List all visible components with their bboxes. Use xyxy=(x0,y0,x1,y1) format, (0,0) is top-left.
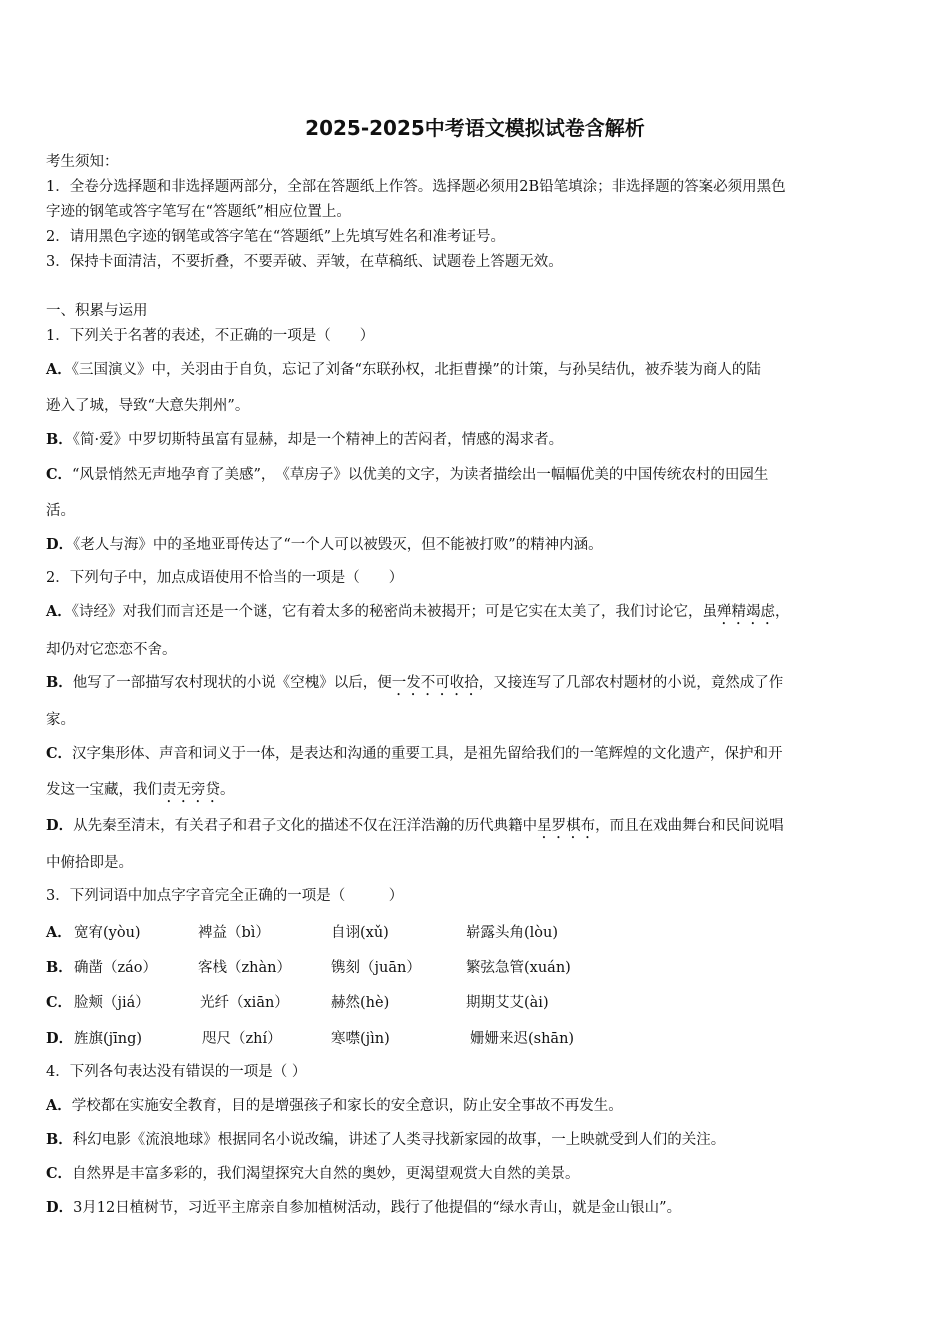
word-item: 旌旗(jīng) xyxy=(74,1031,143,1047)
option-text: 《三国演义》中，关羽由于自负，忘记了刘备“东联孙权，北拒曹操”的计策，与孙吴结仇，被乔装为商人的陆 xyxy=(71,362,761,378)
notice-heading: 考生须知： xyxy=(46,154,119,170)
notice-item: 3．保持卡面清洁，不要折叠，不要弄破、弄皱，在草稿纸、试题卷上答题无效。 xyxy=(46,254,563,270)
option-c xyxy=(46,744,783,764)
question-stem: 3．下列词语中加点字字音完全正确的一项是（ ） xyxy=(46,888,404,904)
option-label: C． xyxy=(46,994,73,1011)
option-text: 《老人与海》中的圣地亚哥传达了“一个人可以被毁灭，但不能被打败”的精神内涵。 xyxy=(73,537,603,553)
word-item: 期期艾艾(ài) xyxy=(466,995,549,1011)
option-b xyxy=(46,430,563,450)
option-label: B． xyxy=(46,431,73,448)
word-item: 镌刻（juān） xyxy=(331,960,421,976)
option-label: A． xyxy=(46,924,72,941)
option-label: B． xyxy=(46,674,73,691)
option-label: B． xyxy=(46,959,73,976)
option-label: D． xyxy=(46,1030,74,1047)
notice-item: 2．请用黑色字迹的钢笔或答字笔在“答题纸”上先填写姓名和准考证号。 xyxy=(46,229,506,245)
option-text-cont: 逊入了城，导致“大意失荆州”。 xyxy=(46,398,250,414)
notice-item: 字迹的钢笔或答字笔写在“答题纸”相应位置上。 xyxy=(46,204,351,220)
option-text: 科幻电影《流浪地球》根据同名小说改编，讲述了人类寻找新家园的故事，一上映就受到人们的关注。 xyxy=(72,1132,726,1148)
word-item: 自诩(xǔ) xyxy=(331,925,389,941)
option-d xyxy=(46,535,603,555)
option-text: 自然界是丰富多彩的，我们渴望探究大自然的奥妙，更渴望观赏大自然的美景。 xyxy=(72,1166,580,1182)
word-item: 裨益（bì） xyxy=(198,925,270,941)
dotted-idiom: 责无旁贷 xyxy=(162,782,220,798)
option-d xyxy=(46,1198,681,1218)
word-item: 确凿（záo） xyxy=(74,960,158,976)
option-text: ， xyxy=(775,604,790,620)
option-a xyxy=(46,1096,623,1116)
option-text-cont xyxy=(46,780,235,806)
option-text: 《诗经》对我们而言还是一个谜，它有着太多的秘密尚未被揭开；可是它实在太美了，我们讨论它，虽 xyxy=(71,604,718,620)
option-a xyxy=(46,602,790,628)
option-text: 从先秦至清末，有关君子和君子文化的描述不仅在汪洋浩瀚的历代典籍中 xyxy=(73,818,538,834)
option-b xyxy=(46,673,783,699)
option-text: 汉字集形体、声音和词义于一体，是表达和沟通的重要工具，是祖先留给我们的一笔辉煌的文化遗产，保护和开 xyxy=(72,746,783,762)
option-label: D． xyxy=(46,1199,74,1216)
option-text-cont: 却仍对它恋恋不舍。 xyxy=(46,642,177,658)
option-b xyxy=(46,1130,725,1150)
option-label: C． xyxy=(46,466,73,483)
option-label: B． xyxy=(46,1131,73,1148)
option-text: 他写了一部描写农村现状的小说《空槐》以后，便 xyxy=(72,675,392,691)
option-text: 学校都在实施安全教育，目的是增强孩子和家长的安全意识，防止安全事故不再发生。 xyxy=(71,1098,623,1114)
option-label: C． xyxy=(46,745,73,762)
option-text: “风景悄然无声地孕育了美感”， 《草房子》以优美的文字，为读者描绘出一幅幅优美的中国传统农村的田园生 xyxy=(72,467,769,483)
option-text-cont: 中俯拾即是。 xyxy=(46,855,133,871)
word-item: 客栈（zhàn） xyxy=(198,960,291,976)
notice-item: 1．全卷分选择题和非选择题两部分，全部在答题纸上作答。选择题必须用2B铅笔填涂；非选择题的答案必须用黑色 xyxy=(46,179,786,195)
option-text: ，又接连写了几部农村题材的小说，竟然成了作 xyxy=(478,675,784,691)
dotted-idiom: 一发不可收拾 xyxy=(391,675,479,691)
word-item: 光纤（xiān） xyxy=(200,995,289,1011)
question-stem: 2．下列句子中，加点成语使用不恰当的一项是（ ） xyxy=(46,570,404,586)
page-title: 2025-2025中考语文模拟试卷含解析 xyxy=(305,116,645,140)
option-text: 3月12日植树节，习近平主席亲自参加植树活动，践行了他提倡的“绿水青山，就是金山银山”。 xyxy=(73,1200,682,1216)
word-item: 姗姗来迟(shān) xyxy=(470,1031,575,1047)
option-c xyxy=(46,1164,580,1184)
word-item: 赫然(hè) xyxy=(331,995,390,1011)
option-label: A． xyxy=(46,361,72,378)
option-label: D． xyxy=(46,536,74,553)
option-text: 发这一宝藏，我们 xyxy=(46,782,162,798)
option-c xyxy=(46,465,768,485)
section-heading: 一、积累与运用 xyxy=(46,303,148,319)
word-item: 宽宥(yòu) xyxy=(74,925,141,941)
option-text: 。 xyxy=(220,782,235,798)
option-label: D． xyxy=(46,817,74,834)
option-a xyxy=(46,360,761,380)
word-item: 崭露头角(lòu) xyxy=(466,925,559,941)
dotted-idiom: 殚精竭虑 xyxy=(717,604,776,620)
option-text: 《简·爱》中罗切斯特虽富有显赫，却是一个精神上的苦闷者，情感的渴求者。 xyxy=(72,432,564,448)
dotted-idiom: 星罗棋布 xyxy=(537,818,596,834)
option-text: ，而且在戏曲舞台和民间说唱 xyxy=(595,818,784,834)
question-stem: 4．下列各句表达没有错误的一项是（ ） xyxy=(46,1064,307,1080)
option-text-cont: 活。 xyxy=(46,503,75,519)
word-item: 脸颊（jiá） xyxy=(74,995,150,1011)
option-label: A． xyxy=(46,1097,72,1114)
option-d xyxy=(46,816,784,842)
word-item: 寒噤(jìn) xyxy=(331,1031,390,1047)
option-text-cont: 家。 xyxy=(46,712,75,728)
word-item: 咫尺（zhí） xyxy=(202,1031,282,1047)
question-stem: 1．下列关于名著的表述，不正确的一项是（ ） xyxy=(46,328,375,344)
word-item: 繁弦急管(xuán) xyxy=(466,960,571,976)
option-label: A． xyxy=(46,603,72,620)
option-label: C． xyxy=(46,1165,73,1182)
